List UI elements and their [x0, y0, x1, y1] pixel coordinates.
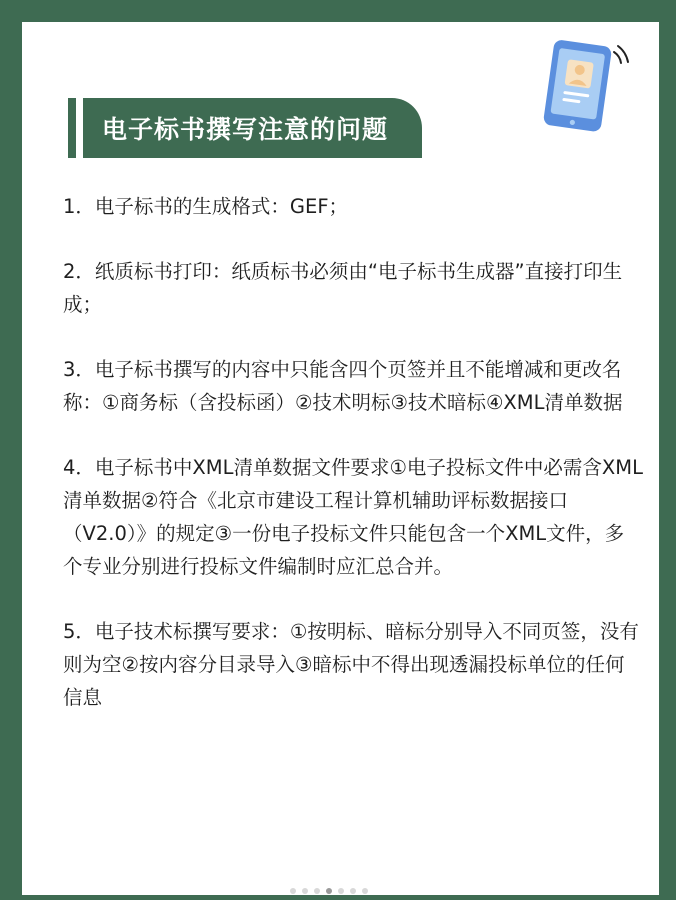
page-dot[interactable] [302, 888, 308, 894]
list-item: 5．电子技术标撰写要求：①按明标、暗标分别导入不同页签，没有则为空②按内容分目录导入③暗标中不得出现透漏投标单位的任何信息 [63, 620, 639, 709]
page-dot-active[interactable] [326, 888, 332, 894]
section-title-banner [68, 98, 422, 158]
page-dot[interactable] [350, 888, 356, 894]
list-item: 2．纸质标书打印：纸质标书必须由“电子标书生成器”直接打印生成； [63, 260, 623, 316]
page-title: 电子标书撰写注意的问题 [83, 98, 422, 158]
page-dot[interactable] [338, 888, 344, 894]
list-item: 1．电子标书的生成格式：GEF； [63, 195, 349, 218]
list-item: 4．电子标书中XML清单数据文件要求①电子投标文件中必需含XML清单数据②符合《北京市建设工程计算机辅助评标数据接口（V2.0）》的规定③一份电子投标文件只能包含一个XML文件，多个专业分别进行投标文件编制时应汇总合并。 [63, 456, 643, 578]
page-dot[interactable] [314, 888, 320, 894]
tablet-with-profile-icon [534, 38, 638, 142]
page-dot[interactable] [362, 888, 368, 894]
page-dot[interactable] [290, 888, 296, 894]
notes-list [63, 190, 643, 746]
list-item: 3．电子标书撰写的内容中只能含四个页签并且不能增减和更改名称：①商务标（含投标函）②技术明标③技术暗标④XML清单数据 [63, 358, 623, 414]
title-accent-stripe [68, 98, 76, 158]
page-indicator [290, 888, 368, 894]
